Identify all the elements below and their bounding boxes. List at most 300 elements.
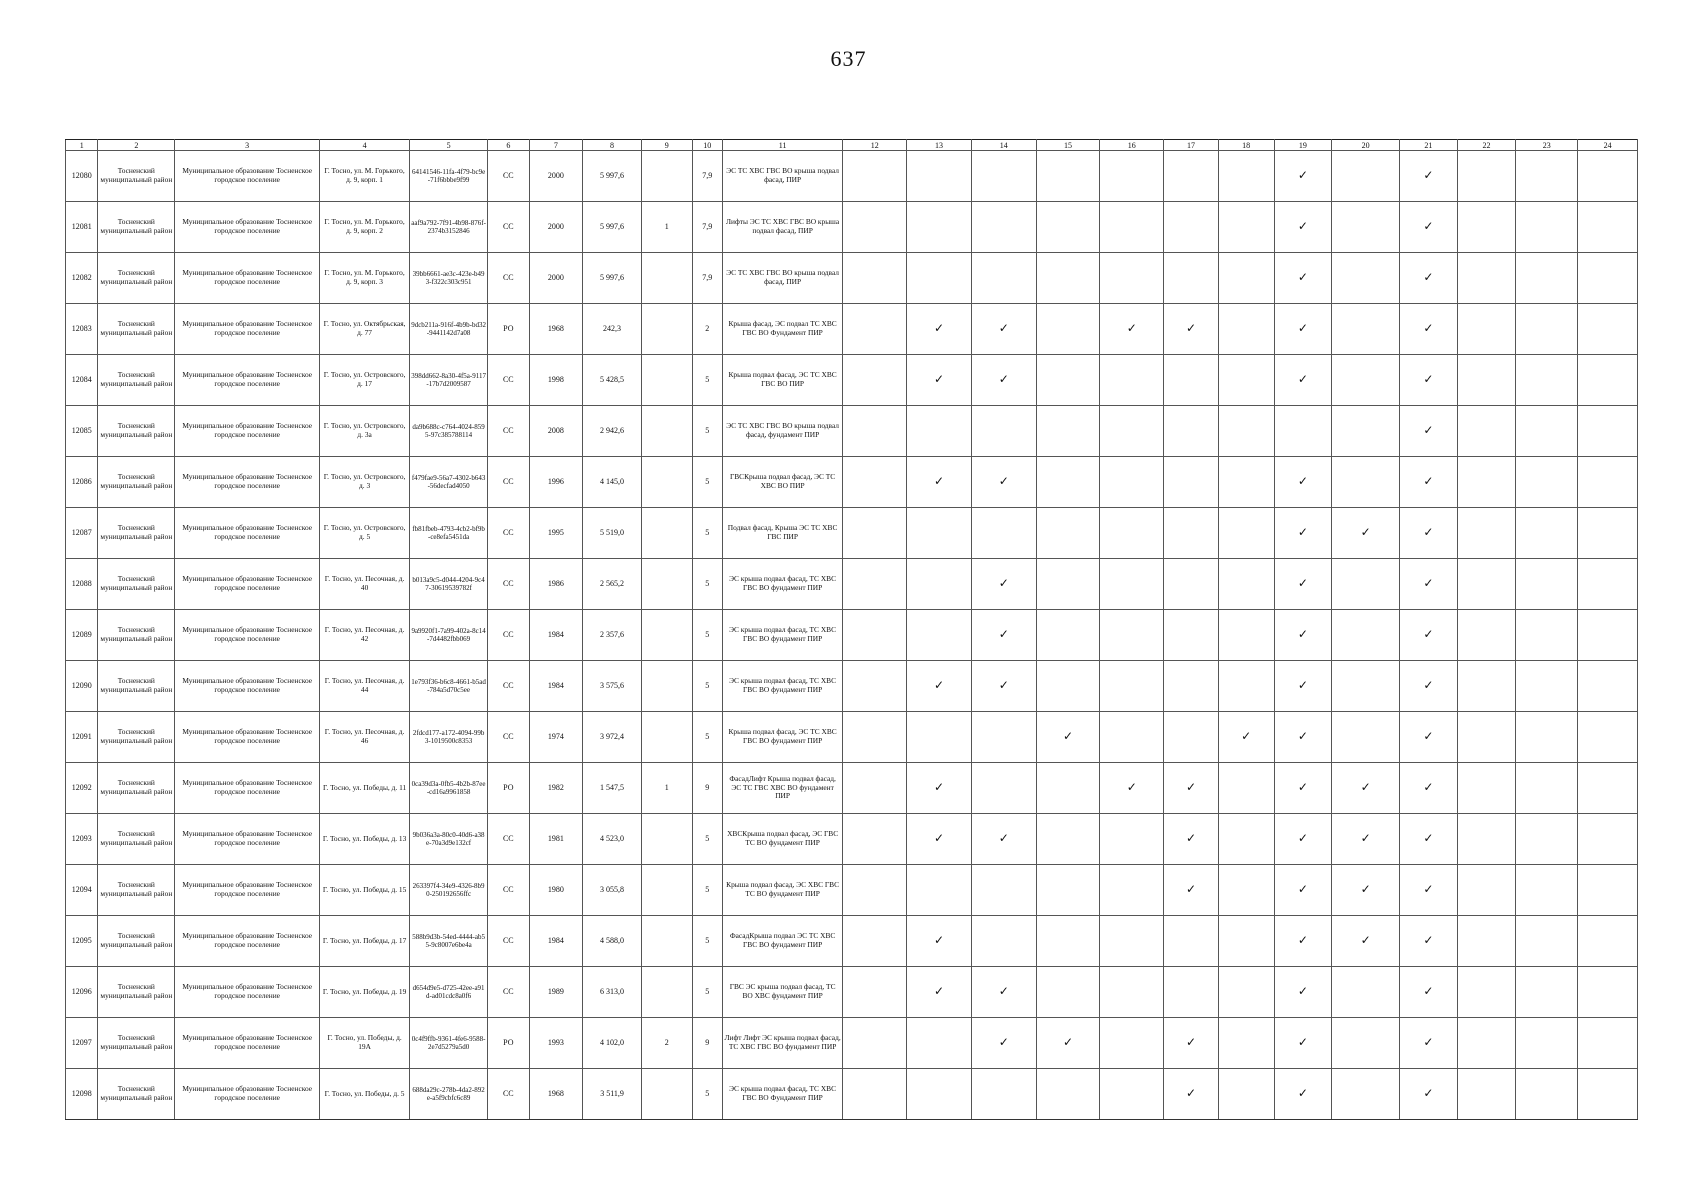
check-icon: ✓ [1400, 508, 1458, 559]
row-id: 12082 [66, 253, 98, 304]
type-cell: СС [488, 508, 530, 559]
year-cell: 1984 [529, 661, 583, 712]
area-cell: 4 145,0 [583, 457, 642, 508]
check-icon: ✓ [1274, 916, 1332, 967]
empty-cell [1100, 1069, 1164, 1120]
empty-cell [1457, 712, 1516, 763]
empty-cell [1457, 814, 1516, 865]
column-number: 8 [583, 140, 642, 151]
year-cell: 1986 [529, 559, 583, 610]
table-row [66, 661, 1638, 712]
check-icon: ✓ [1164, 304, 1219, 355]
empty-cell [1036, 1069, 1100, 1120]
column-number: 11 [722, 140, 842, 151]
check-icon: ✓ [971, 355, 1036, 406]
works-cell: Лифты ЭС ТС ХВС ГВС ВО крыша подвал фасад, ПИР [722, 202, 842, 253]
check-icon: ✓ [1400, 814, 1458, 865]
check-icon: ✓ [1274, 814, 1332, 865]
empty-cell [1100, 202, 1164, 253]
column-10-cell: 5 [692, 865, 722, 916]
column-10-cell: 7,9 [692, 253, 722, 304]
works-cell: Крыша подвал фасад, ЭС ТС ХВС ГВС ВО ПИР [722, 355, 842, 406]
empty-cell [1457, 967, 1516, 1018]
column-10-cell: 5 [692, 967, 722, 1018]
works-cell: ЭС ТС ХВС ГВС ВО крыша подвал фасад, ПИР [722, 151, 842, 202]
address-cell: Г. Тосно, ул. Песочная, д. 42 [320, 610, 410, 661]
municipality-cell: Муниципальное образование Тосненское городское поселение [175, 202, 320, 253]
municipality-cell: Муниципальное образование Тосненское городское поселение [175, 304, 320, 355]
column-10-cell: 2 [692, 304, 722, 355]
check-icon: ✓ [907, 763, 972, 814]
empty-cell [1218, 355, 1274, 406]
district-cell: Тосненский муниципальный район [98, 1069, 175, 1120]
address-cell: Г. Тосно, ул. Песочная, д. 40 [320, 559, 410, 610]
year-cell: 1989 [529, 967, 583, 1018]
empty-cell [1164, 253, 1219, 304]
column-9-cell: 1 [641, 202, 692, 253]
year-cell: 1998 [529, 355, 583, 406]
empty-cell [1164, 508, 1219, 559]
empty-cell [1100, 661, 1164, 712]
column-number: 3 [175, 140, 320, 151]
empty-cell [971, 865, 1036, 916]
guid-cell: 64141546-11fa-4f79-bc9e-71f6bbbe9f99 [410, 151, 488, 202]
empty-cell [1516, 355, 1578, 406]
row-id: 12080 [66, 151, 98, 202]
guid-cell: 2fdcd177-a172-4094-99b3-1019500c8353 [410, 712, 488, 763]
area-cell: 1 547,5 [583, 763, 642, 814]
empty-cell [1457, 508, 1516, 559]
empty-cell [907, 151, 972, 202]
area-cell: 242,3 [583, 304, 642, 355]
table-row [66, 304, 1638, 355]
type-cell: СС [488, 457, 530, 508]
row-id: 12096 [66, 967, 98, 1018]
empty-cell [843, 508, 907, 559]
check-icon: ✓ [1400, 763, 1458, 814]
area-cell: 5 997,6 [583, 253, 642, 304]
empty-cell [1100, 814, 1164, 865]
check-icon: ✓ [907, 814, 972, 865]
table-row [66, 712, 1638, 763]
column-10-cell: 5 [692, 610, 722, 661]
empty-cell [1218, 457, 1274, 508]
column-9-cell [641, 559, 692, 610]
check-icon: ✓ [1332, 508, 1400, 559]
works-cell: Лифт Лифт ЭС крыша подвал фасад, ТС ХВС ГВС ВО фундамент ПИР [722, 1018, 842, 1069]
municipality-cell: Муниципальное образование Тосненское городское поселение [175, 508, 320, 559]
guid-cell: 588b9d3b-54ed-4444-ab55-9c8007e6be4a [410, 916, 488, 967]
empty-cell [843, 763, 907, 814]
area-cell: 2 942,6 [583, 406, 642, 457]
works-cell: Крыша фасад, ЭС подвал ТС ХВС ГВС ВО Фундамент ПИР [722, 304, 842, 355]
table-row [66, 763, 1638, 814]
district-cell: Тосненский муниципальный район [98, 406, 175, 457]
empty-cell [1516, 814, 1578, 865]
empty-cell [1516, 661, 1578, 712]
empty-cell [1516, 202, 1578, 253]
column-10-cell: 5 [692, 457, 722, 508]
district-cell: Тосненский муниципальный район [98, 253, 175, 304]
municipality-cell: Муниципальное образование Тосненское городское поселение [175, 457, 320, 508]
empty-cell [907, 406, 972, 457]
year-cell: 1984 [529, 916, 583, 967]
check-icon: ✓ [971, 559, 1036, 610]
address-cell: Г. Тосно, ул. Песочная, д. 44 [320, 661, 410, 712]
empty-cell [1218, 151, 1274, 202]
empty-cell [1332, 355, 1400, 406]
table-row [66, 865, 1638, 916]
check-icon: ✓ [907, 457, 972, 508]
district-cell: Тосненский муниципальный район [98, 814, 175, 865]
row-id: 12098 [66, 1069, 98, 1120]
empty-cell [1218, 763, 1274, 814]
empty-cell [971, 1069, 1036, 1120]
empty-cell [1457, 457, 1516, 508]
guid-cell: 263397f4-34e9-4326-8b90-250192656ffc [410, 865, 488, 916]
empty-cell [843, 1069, 907, 1120]
check-icon: ✓ [971, 304, 1036, 355]
empty-cell [1218, 814, 1274, 865]
empty-cell [1578, 865, 1638, 916]
empty-cell [1516, 508, 1578, 559]
check-icon: ✓ [1274, 712, 1332, 763]
works-cell: ЭС ТС ХВС ГВС ВО крыша подвал фасад, ПИР [722, 253, 842, 304]
empty-cell [907, 202, 972, 253]
empty-cell [1164, 712, 1219, 763]
empty-cell [1457, 1018, 1516, 1069]
type-cell: СС [488, 406, 530, 457]
empty-cell [1332, 610, 1400, 661]
empty-cell [1516, 712, 1578, 763]
check-icon: ✓ [1400, 559, 1458, 610]
empty-cell [971, 712, 1036, 763]
district-cell: Тосненский муниципальный район [98, 610, 175, 661]
column-10-cell: 7,9 [692, 202, 722, 253]
page-number: 637 [830, 46, 867, 71]
empty-cell [1036, 253, 1100, 304]
check-icon: ✓ [1274, 508, 1332, 559]
empty-cell [1516, 865, 1578, 916]
empty-cell [1457, 406, 1516, 457]
empty-cell [1516, 1018, 1578, 1069]
empty-cell [907, 610, 972, 661]
year-cell: 1982 [529, 763, 583, 814]
guid-cell: fb81fbeb-4793-4cb2-bf9b-ce8efa5451da [410, 508, 488, 559]
row-id: 12086 [66, 457, 98, 508]
year-cell: 1981 [529, 814, 583, 865]
municipality-cell: Муниципальное образование Тосненское городское поселение [175, 559, 320, 610]
area-cell: 3 055,8 [583, 865, 642, 916]
type-cell: СС [488, 865, 530, 916]
check-icon: ✓ [1036, 712, 1100, 763]
row-id: 12094 [66, 865, 98, 916]
district-cell: Тосненский муниципальный район [98, 967, 175, 1018]
column-9-cell [641, 304, 692, 355]
row-id: 12091 [66, 712, 98, 763]
empty-cell [1516, 1069, 1578, 1120]
empty-cell [1578, 967, 1638, 1018]
empty-cell [1516, 967, 1578, 1018]
table-row [66, 610, 1638, 661]
empty-cell [1457, 202, 1516, 253]
guid-cell: da9b688c-c764-4024-8595-97c385788114 [410, 406, 488, 457]
guid-cell: 9b036a3a-80c0-40d6-a38e-70a3d9e132cf [410, 814, 488, 865]
empty-cell [1164, 661, 1219, 712]
empty-cell [1100, 457, 1164, 508]
type-cell: СС [488, 151, 530, 202]
empty-cell [1578, 814, 1638, 865]
check-icon: ✓ [1400, 304, 1458, 355]
empty-cell [1100, 355, 1164, 406]
empty-cell [1274, 406, 1332, 457]
works-cell: ЭС крыша подвал фасад, ТС ХВС ГВС ВО фундамент ПИР [722, 559, 842, 610]
municipality-cell: Муниципальное образование Тосненское городское поселение [175, 916, 320, 967]
empty-cell [1100, 406, 1164, 457]
district-cell: Тосненский муниципальный район [98, 508, 175, 559]
district-cell: Тосненский муниципальный район [98, 865, 175, 916]
row-id: 12089 [66, 610, 98, 661]
empty-cell [1457, 151, 1516, 202]
row-id: 12083 [66, 304, 98, 355]
type-cell: СС [488, 355, 530, 406]
empty-cell [1457, 763, 1516, 814]
empty-cell [1164, 151, 1219, 202]
column-9-cell [641, 151, 692, 202]
empty-cell [1332, 457, 1400, 508]
check-icon: ✓ [1274, 763, 1332, 814]
address-cell: Г. Тосно, ул. Островского, д. 5 [320, 508, 410, 559]
column-9-cell [641, 508, 692, 559]
column-number-row [66, 140, 1638, 151]
empty-cell [1578, 253, 1638, 304]
empty-cell [1036, 559, 1100, 610]
table-body [66, 151, 1638, 1120]
column-number: 14 [971, 140, 1036, 151]
guid-cell: f479fae9-56a7-4302-b643-56decfad4050 [410, 457, 488, 508]
check-icon: ✓ [971, 814, 1036, 865]
district-cell: Тосненский муниципальный район [98, 763, 175, 814]
empty-cell [1516, 763, 1578, 814]
empty-cell [1457, 1069, 1516, 1120]
check-icon: ✓ [1400, 406, 1458, 457]
empty-cell [1100, 559, 1164, 610]
empty-cell [1218, 865, 1274, 916]
check-icon: ✓ [1274, 1069, 1332, 1120]
table-row [66, 967, 1638, 1018]
check-icon: ✓ [1274, 304, 1332, 355]
address-cell: Г. Тосно, ул. Островского, д. 3 [320, 457, 410, 508]
check-icon: ✓ [1100, 304, 1164, 355]
area-cell: 3 972,4 [583, 712, 642, 763]
year-cell: 1995 [529, 508, 583, 559]
area-cell: 5 428,5 [583, 355, 642, 406]
check-icon: ✓ [1100, 763, 1164, 814]
check-icon: ✓ [907, 661, 972, 712]
empty-cell [1218, 406, 1274, 457]
table-row [66, 151, 1638, 202]
empty-cell [1516, 151, 1578, 202]
address-cell: Г. Тосно, ул. М. Горького, д. 9, корп. 1 [320, 151, 410, 202]
check-icon: ✓ [1332, 916, 1400, 967]
empty-cell [1218, 508, 1274, 559]
type-cell: СС [488, 916, 530, 967]
empty-cell [1036, 814, 1100, 865]
empty-cell [1164, 355, 1219, 406]
empty-cell [1332, 661, 1400, 712]
empty-cell [1036, 661, 1100, 712]
empty-cell [971, 253, 1036, 304]
empty-cell [1218, 661, 1274, 712]
check-icon: ✓ [1274, 610, 1332, 661]
column-number: 19 [1274, 140, 1332, 151]
check-icon: ✓ [1400, 151, 1458, 202]
guid-cell: b013a9c5-d044-4204-9c47-30619539782f [410, 559, 488, 610]
empty-cell [971, 916, 1036, 967]
municipality-cell: Муниципальное образование Тосненское городское поселение [175, 151, 320, 202]
address-cell: Г. Тосно, ул. Островского, д. 17 [320, 355, 410, 406]
check-icon: ✓ [1400, 610, 1458, 661]
row-id: 12092 [66, 763, 98, 814]
check-icon: ✓ [1400, 967, 1458, 1018]
check-icon: ✓ [1332, 814, 1400, 865]
column-10-cell: 9 [692, 1018, 722, 1069]
column-number: 7 [529, 140, 583, 151]
check-icon: ✓ [1274, 253, 1332, 304]
check-icon: ✓ [1036, 1018, 1100, 1069]
area-cell: 5 997,6 [583, 202, 642, 253]
area-cell: 4 588,0 [583, 916, 642, 967]
area-cell: 6 313,0 [583, 967, 642, 1018]
works-cell: ЭС крыша подвал фасад, ТС ХВС ГВС ВО фундамент ПИР [722, 610, 842, 661]
empty-cell [1036, 457, 1100, 508]
column-number: 24 [1578, 140, 1638, 151]
check-icon: ✓ [1274, 457, 1332, 508]
empty-cell [1578, 610, 1638, 661]
column-number: 16 [1100, 140, 1164, 151]
table-row [66, 253, 1638, 304]
type-cell: СС [488, 253, 530, 304]
column-10-cell: 9 [692, 763, 722, 814]
year-cell: 2008 [529, 406, 583, 457]
type-cell: СС [488, 661, 530, 712]
guid-cell: 9a9920f1-7a99-402a-8c14-7d4482fbb069 [410, 610, 488, 661]
check-icon: ✓ [1164, 1069, 1219, 1120]
empty-cell [1100, 967, 1164, 1018]
check-icon: ✓ [1164, 1018, 1219, 1069]
check-icon: ✓ [1400, 355, 1458, 406]
table-row [66, 1069, 1638, 1120]
column-9-cell: 2 [641, 1018, 692, 1069]
empty-cell [907, 1018, 972, 1069]
empty-cell [843, 712, 907, 763]
district-cell: Тосненский муниципальный район [98, 661, 175, 712]
address-cell: Г. Тосно, ул. Победы, д. 17 [320, 916, 410, 967]
check-icon: ✓ [971, 610, 1036, 661]
address-cell: Г. Тосно, ул. Октябрьская, д. 77 [320, 304, 410, 355]
district-cell: Тосненский муниципальный район [98, 1018, 175, 1069]
address-cell: Г. Тосно, ул. Песочная, д. 46 [320, 712, 410, 763]
column-9-cell [641, 1069, 692, 1120]
table-row [66, 1018, 1638, 1069]
address-cell: Г. Тосно, ул. Островского, д. 3а [320, 406, 410, 457]
year-cell: 1984 [529, 610, 583, 661]
type-cell: РО [488, 1018, 530, 1069]
column-number: 21 [1400, 140, 1458, 151]
guid-cell: 1e793f36-b6c8-4661-b5ad-784a5d70c5ee [410, 661, 488, 712]
column-10-cell: 7,9 [692, 151, 722, 202]
empty-cell [907, 508, 972, 559]
empty-cell [1100, 712, 1164, 763]
works-cell: ГВСКрыша подвал фасад, ЭС ТС ХВС ВО ПИР [722, 457, 842, 508]
column-number: 18 [1218, 140, 1274, 151]
empty-cell [843, 304, 907, 355]
column-10-cell: 5 [692, 916, 722, 967]
row-id: 12095 [66, 916, 98, 967]
empty-cell [843, 406, 907, 457]
empty-cell [1218, 1069, 1274, 1120]
empty-cell [1332, 304, 1400, 355]
address-cell: Г. Тосно, ул. Победы, д. 5 [320, 1069, 410, 1120]
empty-cell [843, 253, 907, 304]
empty-cell [1100, 916, 1164, 967]
works-cell: ГВС ЭС крыша подвал фасад, ТС ВО ХВС фундамент ПИР [722, 967, 842, 1018]
empty-cell [1164, 559, 1219, 610]
check-icon: ✓ [971, 967, 1036, 1018]
empty-cell [1578, 508, 1638, 559]
table-row [66, 406, 1638, 457]
check-icon: ✓ [907, 916, 972, 967]
column-number: 2 [98, 140, 175, 151]
column-9-cell [641, 610, 692, 661]
check-icon: ✓ [971, 661, 1036, 712]
empty-cell [1218, 610, 1274, 661]
check-icon: ✓ [1164, 814, 1219, 865]
column-9-cell [641, 967, 692, 1018]
empty-cell [843, 661, 907, 712]
empty-cell [1036, 610, 1100, 661]
district-cell: Тосненский муниципальный район [98, 916, 175, 967]
empty-cell [1457, 304, 1516, 355]
empty-cell [843, 151, 907, 202]
empty-cell [843, 1018, 907, 1069]
empty-cell [1100, 1018, 1164, 1069]
check-icon: ✓ [1164, 865, 1219, 916]
column-10-cell: 5 [692, 406, 722, 457]
area-cell: 5 997,6 [583, 151, 642, 202]
address-cell: Г. Тосно, ул. М. Горького, д. 9, корп. 2 [320, 202, 410, 253]
year-cell: 1993 [529, 1018, 583, 1069]
empty-cell [1036, 151, 1100, 202]
row-id: 12085 [66, 406, 98, 457]
check-icon: ✓ [1164, 763, 1219, 814]
empty-cell [1516, 253, 1578, 304]
table-row [66, 457, 1638, 508]
check-icon: ✓ [1400, 916, 1458, 967]
table-row [66, 916, 1638, 967]
district-cell: Тосненский муниципальный район [98, 559, 175, 610]
area-cell: 4 102,0 [583, 1018, 642, 1069]
empty-cell [1164, 916, 1219, 967]
type-cell: СС [488, 202, 530, 253]
check-icon: ✓ [1400, 865, 1458, 916]
check-icon: ✓ [1400, 457, 1458, 508]
column-10-cell: 5 [692, 355, 722, 406]
address-cell: Г. Тосно, ул. Победы, д. 13 [320, 814, 410, 865]
empty-cell [1036, 508, 1100, 559]
check-icon: ✓ [1332, 763, 1400, 814]
row-id: 12081 [66, 202, 98, 253]
